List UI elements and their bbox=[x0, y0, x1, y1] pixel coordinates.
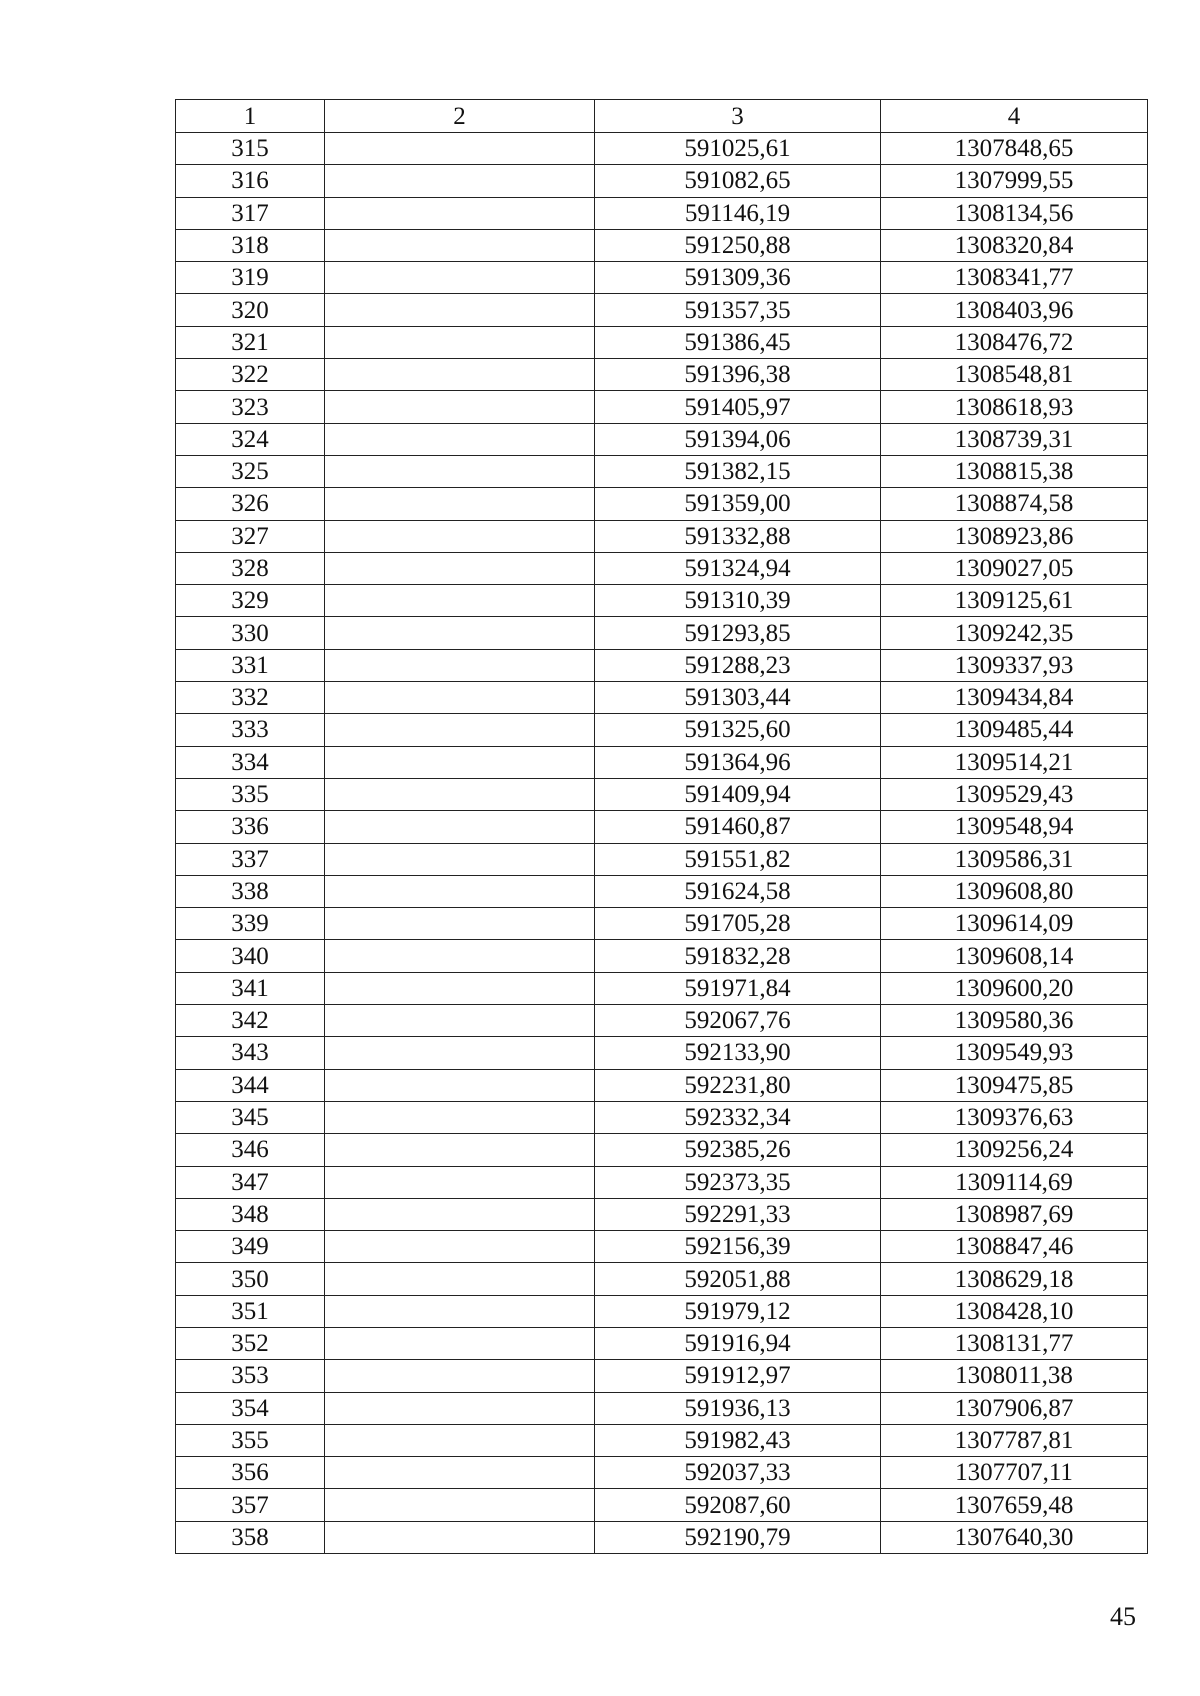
x-coordinate-cell: 591293,85 bbox=[595, 617, 881, 649]
description-cell bbox=[325, 617, 595, 649]
point-number-cell: 346 bbox=[176, 1134, 325, 1166]
table-row bbox=[176, 1424, 1148, 1456]
y-coordinate-cell: 1309114,69 bbox=[881, 1166, 1148, 1198]
x-coordinate-cell: 592087,60 bbox=[595, 1489, 881, 1521]
y-coordinate-cell: 1309125,61 bbox=[881, 585, 1148, 617]
table-row bbox=[176, 746, 1148, 778]
table-row bbox=[176, 1327, 1148, 1359]
description-cell bbox=[325, 165, 595, 197]
table-row bbox=[176, 455, 1148, 487]
table-row bbox=[176, 326, 1148, 358]
point-number-cell: 324 bbox=[176, 423, 325, 455]
point-number-cell: 320 bbox=[176, 294, 325, 326]
x-coordinate-cell: 591551,82 bbox=[595, 843, 881, 875]
x-coordinate-cell: 591624,58 bbox=[595, 875, 881, 907]
point-number-cell: 350 bbox=[176, 1263, 325, 1295]
table-row bbox=[176, 1166, 1148, 1198]
y-coordinate-cell: 1308987,69 bbox=[881, 1198, 1148, 1230]
table-row bbox=[176, 682, 1148, 714]
x-coordinate-cell: 591382,15 bbox=[595, 455, 881, 487]
description-cell bbox=[325, 294, 595, 326]
table-row bbox=[176, 1521, 1148, 1553]
table-row bbox=[176, 940, 1148, 972]
x-coordinate-cell: 591325,60 bbox=[595, 714, 881, 746]
point-number-cell: 337 bbox=[176, 843, 325, 875]
y-coordinate-cell: 1309586,31 bbox=[881, 843, 1148, 875]
table-row bbox=[176, 552, 1148, 584]
table-row bbox=[176, 1263, 1148, 1295]
y-coordinate-cell: 1309376,63 bbox=[881, 1101, 1148, 1133]
y-coordinate-cell: 1309242,35 bbox=[881, 617, 1148, 649]
point-number-cell: 329 bbox=[176, 585, 325, 617]
y-coordinate-cell: 1308341,77 bbox=[881, 262, 1148, 294]
description-cell bbox=[325, 552, 595, 584]
point-number-cell: 356 bbox=[176, 1457, 325, 1489]
table-row bbox=[176, 1005, 1148, 1037]
table-row bbox=[176, 359, 1148, 391]
description-cell bbox=[325, 1360, 595, 1392]
point-number-cell: 334 bbox=[176, 746, 325, 778]
table-row bbox=[176, 262, 1148, 294]
table-row bbox=[176, 617, 1148, 649]
table-row bbox=[176, 585, 1148, 617]
point-number-cell: 358 bbox=[176, 1521, 325, 1553]
y-coordinate-cell: 1309549,93 bbox=[881, 1037, 1148, 1069]
table-row bbox=[176, 1134, 1148, 1166]
point-number-cell: 351 bbox=[176, 1295, 325, 1327]
table-row bbox=[176, 811, 1148, 843]
table-row bbox=[176, 1037, 1148, 1069]
point-number-cell: 330 bbox=[176, 617, 325, 649]
y-coordinate-cell: 1309608,14 bbox=[881, 940, 1148, 972]
description-cell bbox=[325, 391, 595, 423]
x-coordinate-cell: 591309,36 bbox=[595, 262, 881, 294]
x-coordinate-cell: 591916,94 bbox=[595, 1327, 881, 1359]
point-number-cell: 315 bbox=[176, 133, 325, 165]
x-coordinate-cell: 591982,43 bbox=[595, 1424, 881, 1456]
description-cell bbox=[325, 1424, 595, 1456]
y-coordinate-cell: 1308548,81 bbox=[881, 359, 1148, 391]
table-row bbox=[176, 229, 1148, 261]
x-coordinate-cell: 591705,28 bbox=[595, 908, 881, 940]
y-coordinate-cell: 1308739,31 bbox=[881, 423, 1148, 455]
y-coordinate-cell: 1309548,94 bbox=[881, 811, 1148, 843]
table-row bbox=[176, 1069, 1148, 1101]
y-coordinate-cell: 1308403,96 bbox=[881, 294, 1148, 326]
table-row bbox=[176, 1231, 1148, 1263]
y-coordinate-cell: 1309514,21 bbox=[881, 746, 1148, 778]
column-header-3: 3 bbox=[595, 100, 881, 133]
point-number-cell: 317 bbox=[176, 197, 325, 229]
point-number-cell: 347 bbox=[176, 1166, 325, 1198]
y-coordinate-cell: 1309027,05 bbox=[881, 552, 1148, 584]
description-cell bbox=[325, 1457, 595, 1489]
point-number-cell: 319 bbox=[176, 262, 325, 294]
point-number-cell: 345 bbox=[176, 1101, 325, 1133]
x-coordinate-cell: 591324,94 bbox=[595, 552, 881, 584]
description-cell bbox=[325, 811, 595, 843]
description-cell bbox=[325, 1231, 595, 1263]
y-coordinate-cell: 1309256,24 bbox=[881, 1134, 1148, 1166]
point-number-cell: 327 bbox=[176, 520, 325, 552]
x-coordinate-cell: 591303,44 bbox=[595, 682, 881, 714]
x-coordinate-cell: 591409,94 bbox=[595, 778, 881, 810]
description-cell bbox=[325, 843, 595, 875]
y-coordinate-cell: 1309529,43 bbox=[881, 778, 1148, 810]
y-coordinate-cell: 1309475,85 bbox=[881, 1069, 1148, 1101]
column-header-4: 4 bbox=[881, 100, 1148, 133]
point-number-cell: 354 bbox=[176, 1392, 325, 1424]
x-coordinate-cell: 591357,35 bbox=[595, 294, 881, 326]
point-number-cell: 322 bbox=[176, 359, 325, 391]
y-coordinate-cell: 1307640,30 bbox=[881, 1521, 1148, 1553]
description-cell bbox=[325, 778, 595, 810]
x-coordinate-cell: 591936,13 bbox=[595, 1392, 881, 1424]
description-cell bbox=[325, 520, 595, 552]
point-number-cell: 318 bbox=[176, 229, 325, 261]
table-row bbox=[176, 875, 1148, 907]
point-number-cell: 355 bbox=[176, 1424, 325, 1456]
point-number-cell: 321 bbox=[176, 326, 325, 358]
description-cell bbox=[325, 488, 595, 520]
description-cell bbox=[325, 262, 595, 294]
y-coordinate-cell: 1309600,20 bbox=[881, 972, 1148, 1004]
coordinates-table bbox=[175, 99, 1148, 1554]
description-cell bbox=[325, 940, 595, 972]
y-coordinate-cell: 1308815,38 bbox=[881, 455, 1148, 487]
description-cell bbox=[325, 359, 595, 391]
table-row bbox=[176, 133, 1148, 165]
y-coordinate-cell: 1308476,72 bbox=[881, 326, 1148, 358]
point-number-cell: 338 bbox=[176, 875, 325, 907]
x-coordinate-cell: 591979,12 bbox=[595, 1295, 881, 1327]
table-row bbox=[176, 843, 1148, 875]
table-row bbox=[176, 488, 1148, 520]
description-cell bbox=[325, 1166, 595, 1198]
point-number-cell: 316 bbox=[176, 165, 325, 197]
y-coordinate-cell: 1309434,84 bbox=[881, 682, 1148, 714]
point-number-cell: 343 bbox=[176, 1037, 325, 1069]
x-coordinate-cell: 592133,90 bbox=[595, 1037, 881, 1069]
point-number-cell: 341 bbox=[176, 972, 325, 1004]
point-number-cell: 348 bbox=[176, 1198, 325, 1230]
point-number-cell: 328 bbox=[176, 552, 325, 584]
x-coordinate-cell: 591912,97 bbox=[595, 1360, 881, 1392]
point-number-cell: 340 bbox=[176, 940, 325, 972]
y-coordinate-cell: 1307659,48 bbox=[881, 1489, 1148, 1521]
table-row bbox=[176, 294, 1148, 326]
y-coordinate-cell: 1309614,09 bbox=[881, 908, 1148, 940]
description-cell bbox=[325, 1263, 595, 1295]
description-cell bbox=[325, 229, 595, 261]
page-number: 45 bbox=[1110, 1602, 1136, 1631]
description-cell bbox=[325, 682, 595, 714]
y-coordinate-cell: 1307707,11 bbox=[881, 1457, 1148, 1489]
description-cell bbox=[325, 423, 595, 455]
x-coordinate-cell: 592156,39 bbox=[595, 1231, 881, 1263]
x-coordinate-cell: 591396,38 bbox=[595, 359, 881, 391]
description-cell bbox=[325, 1037, 595, 1069]
description-cell bbox=[325, 746, 595, 778]
point-number-cell: 333 bbox=[176, 714, 325, 746]
table-row bbox=[176, 391, 1148, 423]
x-coordinate-cell: 591288,23 bbox=[595, 649, 881, 681]
x-coordinate-cell: 592231,80 bbox=[595, 1069, 881, 1101]
table-row bbox=[176, 1489, 1148, 1521]
point-number-cell: 357 bbox=[176, 1489, 325, 1521]
y-coordinate-cell: 1307787,81 bbox=[881, 1424, 1148, 1456]
header-row bbox=[176, 100, 1148, 133]
point-number-cell: 331 bbox=[176, 649, 325, 681]
description-cell bbox=[325, 1392, 595, 1424]
x-coordinate-cell: 591832,28 bbox=[595, 940, 881, 972]
table-row bbox=[176, 714, 1148, 746]
x-coordinate-cell: 591332,88 bbox=[595, 520, 881, 552]
point-number-cell: 342 bbox=[176, 1005, 325, 1037]
table-row bbox=[176, 778, 1148, 810]
description-cell bbox=[325, 1521, 595, 1553]
x-coordinate-cell: 592332,34 bbox=[595, 1101, 881, 1133]
point-number-cell: 339 bbox=[176, 908, 325, 940]
y-coordinate-cell: 1309485,44 bbox=[881, 714, 1148, 746]
x-coordinate-cell: 592067,76 bbox=[595, 1005, 881, 1037]
column-header-1: 1 bbox=[176, 100, 325, 133]
description-cell bbox=[325, 585, 595, 617]
x-coordinate-cell: 591359,00 bbox=[595, 488, 881, 520]
description-cell bbox=[325, 1295, 595, 1327]
point-number-cell: 344 bbox=[176, 1069, 325, 1101]
point-number-cell: 325 bbox=[176, 455, 325, 487]
table-row bbox=[176, 649, 1148, 681]
description-cell bbox=[325, 1134, 595, 1166]
description-cell bbox=[325, 1327, 595, 1359]
description-cell bbox=[325, 972, 595, 1004]
x-coordinate-cell: 592190,79 bbox=[595, 1521, 881, 1553]
table-row bbox=[176, 1392, 1148, 1424]
x-coordinate-cell: 592385,26 bbox=[595, 1134, 881, 1166]
description-cell bbox=[325, 714, 595, 746]
table-row bbox=[176, 972, 1148, 1004]
description-cell bbox=[325, 1489, 595, 1521]
x-coordinate-cell: 591971,84 bbox=[595, 972, 881, 1004]
y-coordinate-cell: 1308629,18 bbox=[881, 1263, 1148, 1295]
point-number-cell: 323 bbox=[176, 391, 325, 423]
y-coordinate-cell: 1308131,77 bbox=[881, 1327, 1148, 1359]
x-coordinate-cell: 591082,65 bbox=[595, 165, 881, 197]
y-coordinate-cell: 1307999,55 bbox=[881, 165, 1148, 197]
description-cell bbox=[325, 1101, 595, 1133]
x-coordinate-cell: 591386,45 bbox=[595, 326, 881, 358]
y-coordinate-cell: 1309337,93 bbox=[881, 649, 1148, 681]
y-coordinate-cell: 1308428,10 bbox=[881, 1295, 1148, 1327]
y-coordinate-cell: 1308134,56 bbox=[881, 197, 1148, 229]
y-coordinate-cell: 1309580,36 bbox=[881, 1005, 1148, 1037]
table-row bbox=[176, 520, 1148, 552]
point-number-cell: 352 bbox=[176, 1327, 325, 1359]
x-coordinate-cell: 591460,87 bbox=[595, 811, 881, 843]
table-row bbox=[176, 1101, 1148, 1133]
y-coordinate-cell: 1309608,80 bbox=[881, 875, 1148, 907]
x-coordinate-cell: 591146,19 bbox=[595, 197, 881, 229]
x-coordinate-cell: 592037,33 bbox=[595, 1457, 881, 1489]
x-coordinate-cell: 592291,33 bbox=[595, 1198, 881, 1230]
x-coordinate-cell: 591250,88 bbox=[595, 229, 881, 261]
column-header-2: 2 bbox=[325, 100, 595, 133]
y-coordinate-cell: 1308320,84 bbox=[881, 229, 1148, 261]
point-number-cell: 326 bbox=[176, 488, 325, 520]
point-number-cell: 353 bbox=[176, 1360, 325, 1392]
description-cell bbox=[325, 1005, 595, 1037]
table-body bbox=[176, 133, 1148, 1554]
y-coordinate-cell: 1308847,46 bbox=[881, 1231, 1148, 1263]
point-number-cell: 335 bbox=[176, 778, 325, 810]
description-cell bbox=[325, 197, 595, 229]
x-coordinate-cell: 591364,96 bbox=[595, 746, 881, 778]
x-coordinate-cell: 592051,88 bbox=[595, 1263, 881, 1295]
table-row bbox=[176, 165, 1148, 197]
table-row bbox=[176, 1198, 1148, 1230]
table-row bbox=[176, 1360, 1148, 1392]
x-coordinate-cell: 591405,97 bbox=[595, 391, 881, 423]
y-coordinate-cell: 1308923,86 bbox=[881, 520, 1148, 552]
description-cell bbox=[325, 649, 595, 681]
y-coordinate-cell: 1307906,87 bbox=[881, 1392, 1148, 1424]
table-row bbox=[176, 1295, 1148, 1327]
point-number-cell: 336 bbox=[176, 811, 325, 843]
x-coordinate-cell: 591310,39 bbox=[595, 585, 881, 617]
description-cell bbox=[325, 1198, 595, 1230]
y-coordinate-cell: 1307848,65 bbox=[881, 133, 1148, 165]
y-coordinate-cell: 1308874,58 bbox=[881, 488, 1148, 520]
description-cell bbox=[325, 875, 595, 907]
description-cell bbox=[325, 326, 595, 358]
table-row bbox=[176, 908, 1148, 940]
point-number-cell: 332 bbox=[176, 682, 325, 714]
point-number-cell: 349 bbox=[176, 1231, 325, 1263]
x-coordinate-cell: 591394,06 bbox=[595, 423, 881, 455]
table-header bbox=[176, 100, 1148, 133]
table-row bbox=[176, 1457, 1148, 1489]
table-row bbox=[176, 423, 1148, 455]
description-cell bbox=[325, 133, 595, 165]
y-coordinate-cell: 1308618,93 bbox=[881, 391, 1148, 423]
table-row bbox=[176, 197, 1148, 229]
x-coordinate-cell: 592373,35 bbox=[595, 1166, 881, 1198]
description-cell bbox=[325, 455, 595, 487]
x-coordinate-cell: 591025,61 bbox=[595, 133, 881, 165]
y-coordinate-cell: 1308011,38 bbox=[881, 1360, 1148, 1392]
description-cell bbox=[325, 908, 595, 940]
description-cell bbox=[325, 1069, 595, 1101]
